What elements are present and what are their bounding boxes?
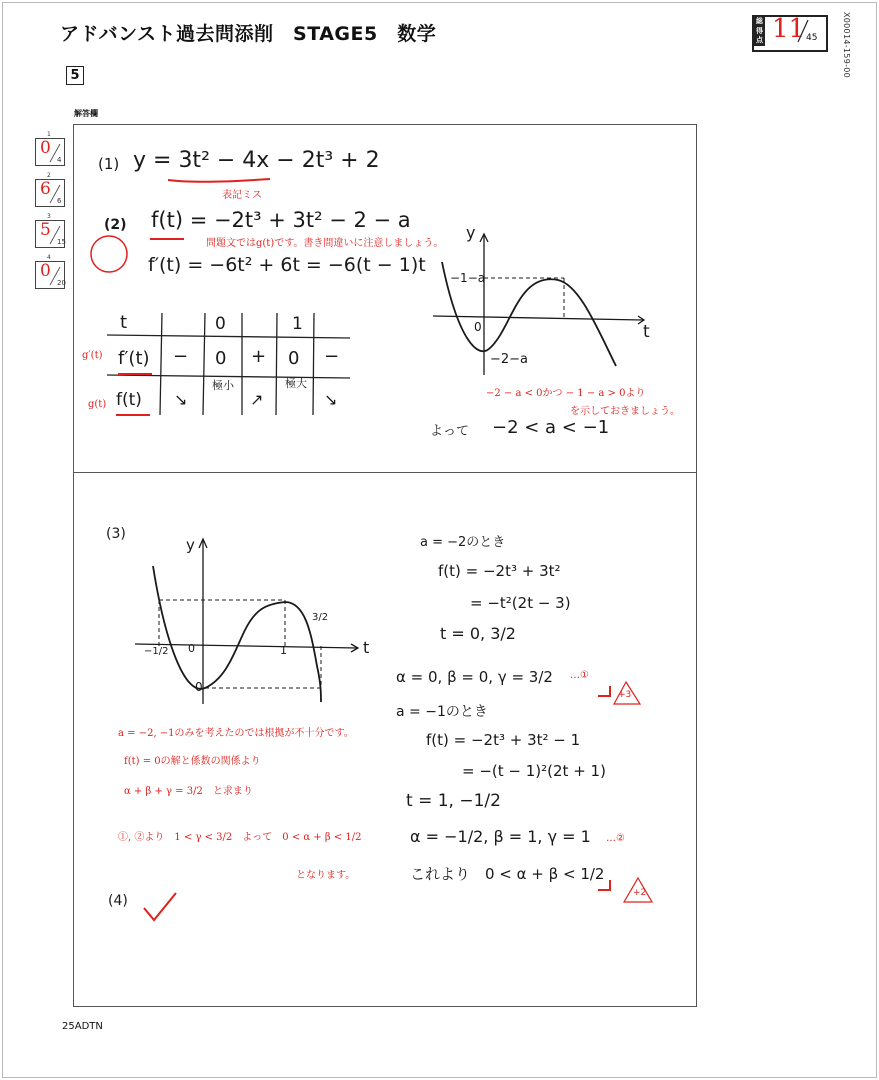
total-score-value: 11 — [772, 14, 806, 44]
part3-comment: a = −2, −1のみを考えたのでは根拠が不十分です。 — [118, 728, 354, 739]
part4-label: (4) — [108, 893, 128, 909]
part2-graph-min-label: −2−a — [490, 352, 529, 367]
part3-mark1: …① — [570, 670, 589, 681]
part2-comment1: 問題文ではg(t)です。書き間違いに注意しましょう。 — [206, 238, 444, 249]
part2-graph-origin: 0 — [474, 320, 482, 334]
table-header-t: t — [120, 312, 128, 333]
table-cell: ↗ — [250, 390, 264, 409]
part3-label: (3) — [106, 526, 126, 542]
score-max: 15 — [57, 238, 66, 246]
part3-comment: α + β + γ = 3/2 と求まり — [124, 786, 253, 797]
part3-graph-neg-half: −1/2 — [144, 646, 169, 657]
table-header-0: 0 — [215, 314, 226, 334]
part2-conclusion: −2 < a < −1 — [492, 417, 610, 438]
part3-work-line: a = −2のとき — [420, 535, 506, 550]
part3-graph-t-label: t — [363, 638, 370, 657]
part2-graph-max-label: −1−a — [450, 271, 486, 285]
increase-decrease-table — [102, 310, 360, 420]
part2-graph — [428, 220, 668, 380]
part3-work-line: f(t) = −2t³ + 3t² — [438, 562, 561, 580]
table-row1-label: f′(t) — [118, 348, 150, 369]
part3-graph — [135, 532, 375, 712]
table-cell: 0 — [288, 348, 300, 369]
part1-label: (1) — [98, 155, 120, 173]
correct-circle-mark — [88, 233, 132, 277]
part1-comment: 表記ミス — [222, 190, 262, 201]
part2-comment2-line1: −2 − a < 0かつ − 1 − a > 0より — [486, 388, 646, 399]
table-row1-correction: g′(t) — [82, 350, 103, 361]
table-cell: − — [173, 346, 189, 367]
part1-equation: y = 3t² − 4x − 2t³ + 2 — [133, 148, 380, 173]
part2-comment2-line2: を示しておきましょう。 — [570, 406, 680, 417]
part2-underline — [148, 234, 190, 244]
part2-label: (2) — [104, 217, 127, 233]
plus3-label: +3 — [618, 690, 632, 700]
part1-underline — [160, 172, 280, 188]
table-cell: − — [324, 346, 340, 367]
table-row2-label: f(t) — [116, 390, 142, 410]
page-title: アドバンスト過去問添削 STAGE5 数学 — [60, 23, 437, 45]
part2-graph-t-label: t — [643, 322, 650, 342]
score-value: 0 — [40, 138, 51, 158]
part2-graph-y-label: y — [466, 223, 476, 242]
problem-number: 5 — [66, 66, 84, 85]
table-row2-correction: g(t) — [88, 399, 107, 410]
part2-line1: f(t) = −2t³ + 3t² − 2 − a — [151, 208, 411, 232]
table-row2-underline — [114, 411, 154, 419]
part3-graph-three-half: 3/2 — [312, 612, 329, 623]
part3-graph-x-zero: 0 — [188, 642, 195, 655]
score-value: 0 — [40, 261, 51, 281]
score-index: 3 — [47, 213, 51, 220]
table-header-1: 1 — [292, 314, 303, 334]
footer-code: 25ADTN — [62, 1021, 103, 1032]
score-index: 1 — [47, 131, 51, 138]
score-max: 20 — [57, 279, 66, 287]
part3-work-line: f(t) = −2t³ + 3t² − 1 — [426, 731, 581, 749]
part3-comment: f(t) = 0の解と係数の関係より — [124, 756, 261, 767]
plus2-mark — [596, 874, 656, 906]
part3-work-line: α = −1/2, β = 1, γ = 1 — [410, 827, 591, 846]
part3-comment: となります。 — [296, 870, 356, 881]
table-cell: 極小 — [212, 379, 234, 392]
part3-work-line: a = −1のとき — [396, 704, 488, 720]
score-index: 4 — [47, 254, 51, 261]
part3-comment: ①, ②より 1 < γ < 3/2 よって 0 < α + β < 1/2 — [118, 832, 362, 843]
plus2-label: +2 — [633, 888, 647, 898]
table-cell: 極大 — [285, 377, 307, 390]
score-max: 4 — [57, 156, 62, 164]
score-value: 5 — [40, 220, 51, 240]
score-max: 6 — [57, 197, 62, 205]
part3-work-line: t = 1, −1/2 — [406, 791, 501, 811]
part3-work-line: α = 0, β = 0, γ = 3/2 — [396, 668, 553, 686]
score-index: 2 — [47, 172, 51, 179]
part3-work-line: これより 0 < α + β < 1/2 — [410, 865, 605, 883]
part3-mark2: …② — [606, 833, 625, 844]
part3-graph-one: 1 — [280, 644, 287, 657]
part3-work-line: t = 0, 3/2 — [440, 624, 516, 643]
table-cell: + — [251, 346, 267, 367]
part3-work-line: = −t²(2t − 3) — [470, 594, 571, 612]
total-score-label: 総得点 — [756, 17, 763, 44]
table-cell: ↘ — [324, 390, 338, 409]
answer-section-label: 解答欄 — [74, 109, 98, 118]
part3-work-line: = −(t − 1)²(2t + 1) — [462, 762, 606, 780]
table-row1-underline — [116, 370, 156, 378]
total-score-max: 45 — [806, 33, 818, 43]
table-cell: 0 — [215, 348, 227, 369]
score-value: 6 — [40, 179, 51, 199]
part3-graph-y-label: y — [186, 536, 195, 554]
section-divider — [73, 472, 696, 473]
check-mark — [140, 890, 180, 926]
document-code: X00014-159-00 — [842, 12, 851, 79]
part2-line2: f′(t) = −6t² + 6t = −6(t − 1)t — [148, 254, 426, 276]
part3-graph-origin-zero: 0 — [195, 680, 203, 694]
score-slashes — [36, 138, 64, 288]
table-cell: ↘ — [174, 390, 188, 409]
part2-conclusion-word: よって — [430, 424, 470, 439]
